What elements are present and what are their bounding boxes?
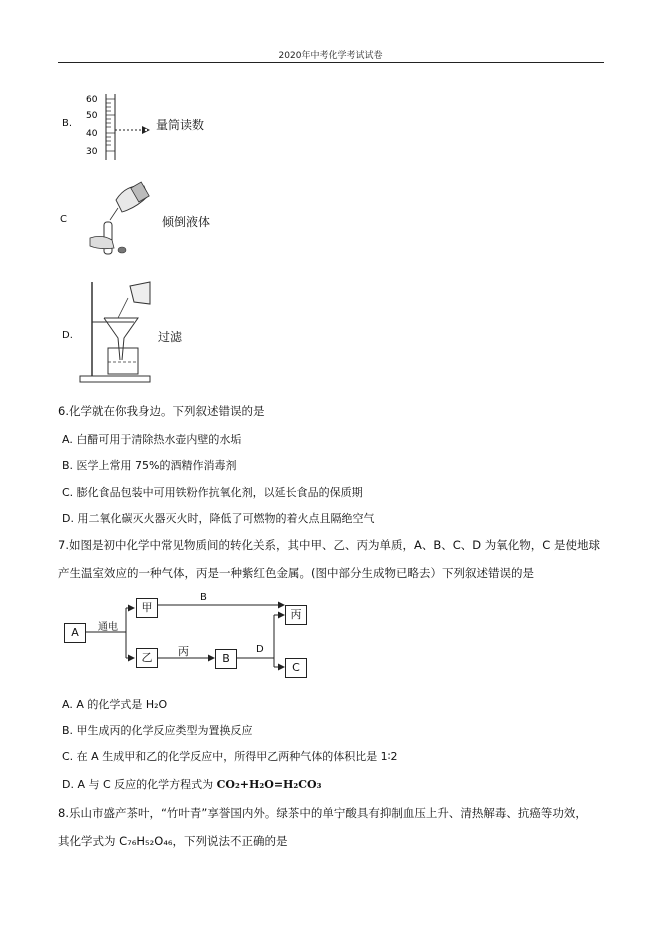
q7-relation-diagram-lines (60, 590, 320, 685)
q7-option-b: B. 甲生成丙的化学反应类型为置换反应 (62, 724, 253, 737)
cylinder-tick-60: 60 (86, 95, 98, 105)
diagram-node-b: B (215, 649, 237, 669)
edge-label-b: B (200, 592, 207, 603)
option-b-label: B. (62, 118, 73, 129)
edge-label-bing: 丙 (178, 645, 189, 658)
q7-stem-line2: 产生温室效应的一种气体，丙是一种紫红色金属。(图中部分生成物已略去）下列叙述错误的是 (58, 566, 534, 580)
q6-option-c: C. 膨化食品包装中可用铁粉作抗氧化剂，以延长食品的保质期 (62, 486, 363, 499)
q8-stem-line1: 8.乐山市盛产茶叶，“竹叶青”享誉国内外。绿茶中的单宁酸具有抑制血压上升、清热解毒、抗癌等功效， (58, 806, 587, 820)
option-d-caption: 过滤 (158, 330, 183, 344)
q6-stem: 6.化学就在你我身边。下列叙述错误的是 (58, 404, 265, 418)
edge-label-tongdian: 通电 (98, 622, 118, 633)
cylinder-tick-50: 50 (86, 111, 98, 121)
diagram-node-yi: 乙 (136, 648, 158, 668)
option-d-label: D. (62, 330, 73, 341)
q7-option-a: A. A 的化学式是 H₂O (62, 698, 168, 711)
q7-option-d-text: D. A 与 C 反应的化学方程式为 (62, 778, 217, 791)
cylinder-reading-figure (82, 90, 162, 162)
option-c-label: C (60, 214, 67, 225)
diagram-node-bing: 丙 (285, 605, 307, 625)
q6-option-d: D. 用二氧化碳灭火器灭火时，降低了可燃物的着火点且隔绝空气 (62, 512, 375, 525)
cylinder-tick-40: 40 (86, 129, 98, 139)
pouring-liquid-figure (82, 178, 162, 260)
q7-option-c: C. 在 A 生成甲和乙的化学反应中，所得甲乙两种气体的体积比是 1∶2 (62, 750, 398, 763)
q6-option-a: A. 白醋可用于清除热水壶内壁的水垢 (62, 433, 242, 446)
q7-stem-line1: 7.如图是初中化学中常见物质间的转化关系，其中甲、乙、丙为单质，A、B、C、D 为氧化物，C 是使地球 (58, 538, 600, 552)
q7-option-d (62, 776, 321, 792)
q6-option-b: B. 医学上常用 75%的酒精作消毒剂 (62, 459, 237, 472)
diagram-node-c: C (285, 658, 307, 678)
edge-label-d: D (256, 644, 264, 655)
option-c-caption: 倾倒液体 (162, 215, 211, 229)
header-divider (58, 62, 604, 63)
diagram-node-a: A (64, 623, 86, 643)
q8-stem-line2: 其化学式为 C₇₆H₅₂O₄₆，下列说法不正确的是 (58, 834, 288, 848)
page-header-title: 2020年中考化学考试试卷 (278, 51, 383, 61)
option-b-caption: 量筒读数 (156, 118, 205, 132)
cylinder-tick-30: 30 (86, 147, 98, 157)
q7-option-d-formula: CO₂+H₂O=H₂CO₃ (216, 778, 322, 791)
filtration-figure (78, 278, 170, 386)
diagram-node-jia: 甲 (136, 598, 158, 618)
